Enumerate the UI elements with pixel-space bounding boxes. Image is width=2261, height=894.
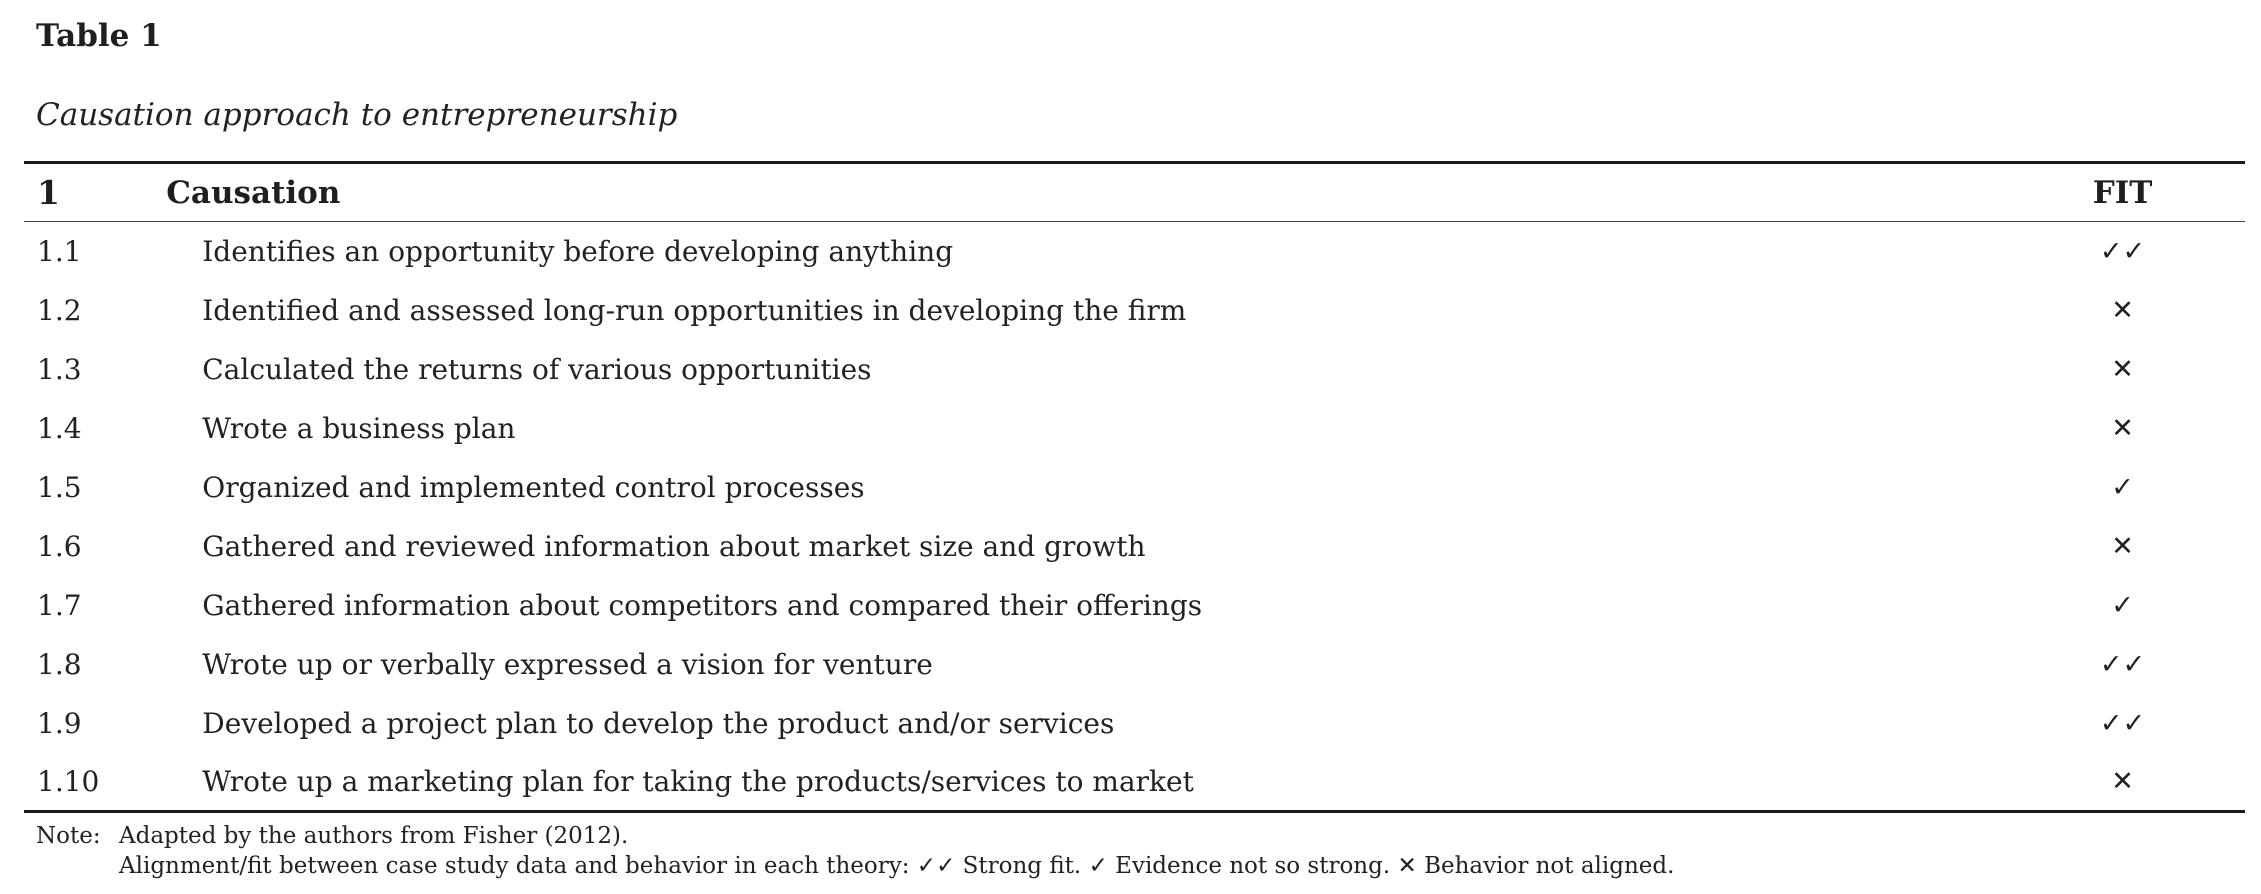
row-description: Calculated the returns of various opportunities [202,352,872,386]
table-row [24,399,2245,458]
fit-mark: ✕ [2111,412,2134,444]
causation-table [24,161,2245,813]
table-row [24,340,2245,399]
legend-intro: Alignment/fit between case study data and behavior in each theory: [119,853,910,879]
row-description: Identified and assessed long-run opportunities in developing the firm [202,293,1187,327]
row-number: 1.7 [37,588,82,622]
strong-fit-symbol: ✓✓ [916,853,956,879]
fit-mark: ✓✓ [2099,707,2146,739]
row-description: Gathered information about competitors and compared their offerings [202,588,1203,622]
weak-fit-text: Evidence not so strong. [1115,853,1391,879]
header-row [24,163,2245,222]
no-fit-text: Behavior not aligned. [1424,853,1675,879]
table-row [24,694,2245,753]
fit-mark: ✕ [2111,765,2134,797]
table-row [24,576,2245,635]
row-description: Gathered and reviewed information about market size and growth [202,529,1146,563]
row-description: Wrote a business plan [202,411,516,445]
note-indent [36,851,119,881]
row-number: 1.8 [37,647,82,681]
row-description: Organized and implemented control processes [202,470,865,504]
no-fit-symbol: ✕ [1397,853,1417,879]
table-row [24,222,2245,281]
row-description: Identifies an opportunity before developing anything [202,234,954,268]
fit-mark: ✓✓ [2099,648,2146,680]
fit-mark: ✓ [2111,471,2134,503]
note-legend [119,851,1674,881]
fit-mark: ✓ [2111,589,2134,621]
table-row [24,458,2245,517]
row-description: Wrote up or verbally expressed a vision for venture [202,647,933,681]
table-caption: Causation approach to entrepreneurship [36,97,678,133]
row-number: 1.5 [37,470,82,504]
note-source-line [36,821,1674,851]
header-fit: FIT [2092,174,2153,211]
table-header [24,163,2245,222]
fit-mark: ✕ [2111,530,2134,562]
note-source: Adapted by the authors from Fisher (2012). [119,823,629,849]
fit-mark: ✓✓ [2099,235,2146,267]
row-number: 1.2 [37,293,82,327]
row-number: 1.3 [37,352,82,386]
table-row [24,281,2245,340]
row-number: 1.10 [37,764,100,798]
row-number: 1.1 [37,234,82,268]
row-number: 1.6 [37,529,82,563]
table-row [24,753,2245,812]
row-number: 1.4 [37,411,82,445]
row-description: Wrote up a marketing plan for taking the products/services to market [202,764,1194,798]
table-label: Table 1 [36,18,162,54]
weak-fit-symbol: ✓ [1088,853,1108,879]
table-row [24,635,2245,694]
note-label: Note: [36,823,101,849]
table-body [24,222,2245,812]
table-row [24,517,2245,576]
fit-mark: ✕ [2111,294,2134,326]
fit-mark: ✕ [2111,353,2134,385]
row-description: Developed a project plan to develop the product and/or services [202,706,1115,740]
row-number: 1.9 [37,706,82,740]
header-causation: Causation [166,174,341,211]
strong-fit-text: Strong fit. [962,853,1082,879]
table-note [36,821,1674,881]
header-number: 1 [37,173,60,212]
note-legend-line [36,851,1674,881]
